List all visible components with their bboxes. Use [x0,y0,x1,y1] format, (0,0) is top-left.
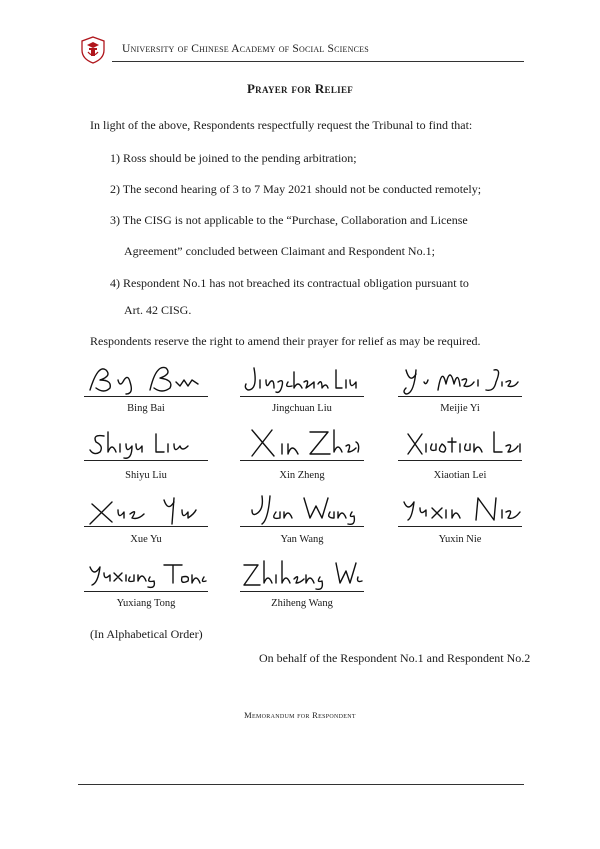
relief-item-4: 4) Respondent No.1 has not breached its contractual obligation pursuant to [110,276,469,290]
signature-line [240,460,364,461]
signatory-name: Yan Wang [280,534,324,545]
signature-xin-zheng [240,424,364,460]
footer-rule [78,784,524,785]
signature-line [84,460,208,461]
signatory-name: Shiyu Liu [125,470,167,481]
signature-line [84,591,208,592]
relief-item-3: 3) The CISG is not applicable to the “Purchase, Collaboration and License [110,213,468,227]
signature-xue-yu [84,490,208,526]
signatory-name: Yuxin Nie [438,534,482,545]
signature-line [398,526,522,527]
relief-item-2: 2) The second hearing of 3 to 7 May 2021 should not be conducted remotely; [110,182,482,196]
reservation-text: Respondents reserve the right to amend their prayer for relief as may be required. [90,334,481,348]
relief-item-4-cont: Art. 42 CISG. [124,303,192,317]
signatory-name: Jingchuan Liu [272,403,332,414]
signature-meijie-yi [398,360,522,396]
signatory-name: Yuxiang Tong [116,598,176,609]
signatory-name: Xiaotian Lei [433,470,487,481]
order-note: (In Alphabetical Order) [90,627,203,641]
signatory-name: Zhiheng Wang [271,598,333,609]
behalf-text: On behalf of the Respondent No.1 and Respondent No.2 [259,651,531,665]
signatory-name: Meijie Yi [440,403,480,414]
signatory-name: Bing Bai [127,403,165,414]
signature-xiaotian-lei [398,424,522,460]
signatory-name: Xue Yu [130,534,162,545]
relief-item-3-cont: Agreement” concluded between Claimant and Respondent No.1; [124,244,435,258]
signature-yan-wang [240,490,364,526]
signature-jingchuan-liu [240,360,364,396]
university-name: University of Chinese Academy of Social Sciences [122,43,369,55]
signature-line [84,526,208,527]
signature-yuxiang-tong [84,555,208,591]
signature-line [398,460,522,461]
page-title: Prayer for Relief [246,81,354,96]
signature-bing-bai [84,360,208,396]
signature-line [240,396,364,397]
relief-item-1: 1) Ross should be joined to the pending arbitration; [110,151,357,165]
header-rule [112,61,524,62]
university-logo [80,36,106,64]
signature-zhiheng-wang [240,555,364,591]
signature-yuxin-nie [398,490,522,526]
intro-text: In light of the above, Respondents respectfully request the Tribunal to find that: [90,118,473,132]
signature-line [240,591,364,592]
signature-line [398,396,522,397]
signatory-name: Xin Zheng [279,470,325,481]
signature-shiyu-liu [84,424,208,460]
signature-line [84,396,208,397]
footer-memo-title: Memorandum for Respondent [244,710,356,720]
signature-line [240,526,364,527]
